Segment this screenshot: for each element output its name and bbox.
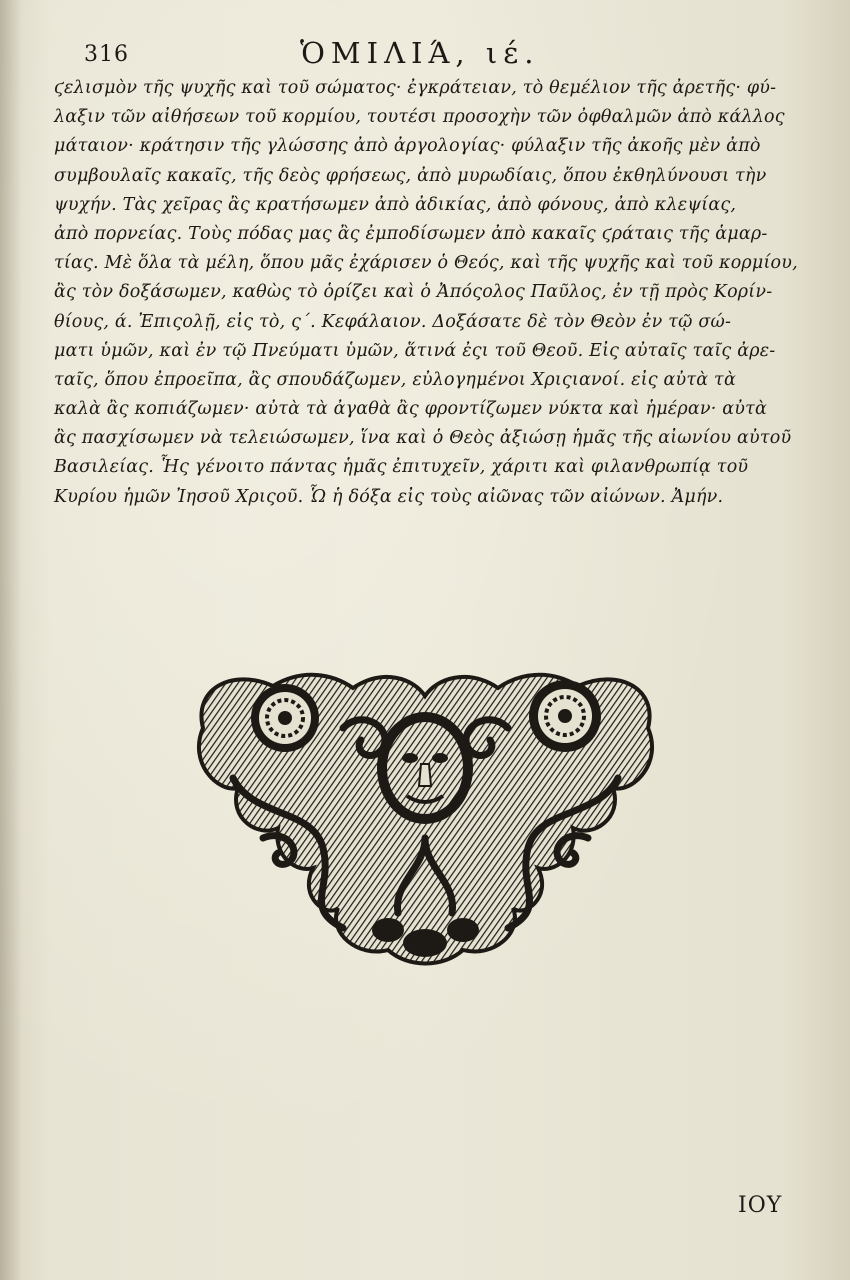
right-flower: [529, 680, 601, 752]
text-line: λαξιν τῶν αἰθήσεων τοῦ κορμίου, τουτέσι προσοχὴν τῶν ὀφθαλμῶν ἀπὸ κάλλος: [54, 107, 785, 128]
text-line: Κυρίου ἡμῶν Ἰησοῦ Χριςοῦ. Ὧ ἡ δόξα εἰς τοὺς αἰῶνας τῶν αἰώνων. Ἀμήν.: [54, 486, 724, 507]
text-line: ψυχήν. Τὰς χεῖρας ἂς κρατήσωμεν ἀπὸ ἀδικίας, ἀπὸ φόνους, ἀπὸ κλεψίας,: [54, 194, 737, 215]
text-line: συμβουλαῖς κακαῖς, τῆς δεὸς φρήσεως, ἀπὸ μυρωδίαις, ὅπου ἐκθηλύνουσι τὴν: [54, 165, 767, 186]
text-line: καλὰ ἂς κοπιάζωμεν· αὐτὰ τὰ ἀγαθὰ ἂς φροντίζωμεν νύκτα καὶ ἡμέραν· αὐτὰ: [54, 399, 767, 420]
text-line: ἀπὸ πορνείας. Τοὺς πόδας μας ἂς ἐμποδίσωμεν ἀπὸ κακαῖς ϛράταις τῆς ἁμαρ-: [54, 223, 768, 244]
catchword: ΙΟΥ: [738, 1193, 783, 1218]
text-line: τίας. Μὲ ὅλα τὰ μέλη, ὅπου μᾶς ἐχάρισεν ὁ Θεός, καὶ τῆς ψυχῆς καὶ τοῦ κορμίου,: [54, 253, 798, 274]
gutter-shadow: [0, 0, 22, 1280]
left-flower: [251, 684, 319, 752]
text-line: ἂς πασχίσωμεν νὰ τελειώσωμεν, ἵνα καὶ ὁ Θεὸς ἀξιώσῃ ἡμᾶς τῆς αἰωνίου αὐτοῦ: [54, 428, 792, 449]
text-line: ϛελισμὸν τῆς ψυχῆς καὶ τοῦ σώματος· ἐγκράτειαν, τὸ θεμέλιον τῆς ἀρετῆς· φύ-: [54, 78, 777, 98]
running-head: ὉΜΙΛΙΆ, ιέ.: [300, 36, 540, 70]
grotesque-face: [377, 712, 473, 824]
text-line: ἂς τὸν δοξάσωμεν, καθὼς τὸ ὁρίζει καὶ ὁ Ἀπόςολος Παῦλος, ἐν τῇ πρὸς Κορίν-: [54, 282, 773, 303]
text-line: Βασιλείας. Ἧς γένοιτο πάντας ἡμᾶς ἐπιτυχεῖν, χάριτι καὶ φιλανθρωπίᾳ τοῦ: [54, 457, 749, 478]
text-line: ματι ὑμῶν, καὶ ἐν τῷ Πνεύματι ὑμῶν, ἅτινά ἐςι τοῦ Θεοῦ. Εἰς αὐταῖς ταῖς ἀρε-: [54, 340, 776, 361]
page-number: 316: [84, 42, 129, 67]
woodcut-ornament: [193, 668, 658, 970]
text-line: μάταιον· κράτησιν τῆς γλώσσης ἀπὸ ἀργολογίας· φύλαξιν τῆς ἀκοῆς μὲν ἀπὸ: [54, 136, 761, 157]
text-line: ταῖς, ὅπου ἐπροεῖπα, ἂς σπουδάζωμεν, εὐλογημένοι Χριςιανοί. εἰς αὐτὰ τὰ: [54, 369, 736, 390]
text-line: θίους, ά. Ἐπιςολῇ, εἰς τὸ, ς΄. Κεφάλαιον. Δοξάσατε δὲ τὸν Θεὸν ἐν τῷ σώ-: [54, 311, 732, 332]
body-text: [54, 74, 802, 512]
